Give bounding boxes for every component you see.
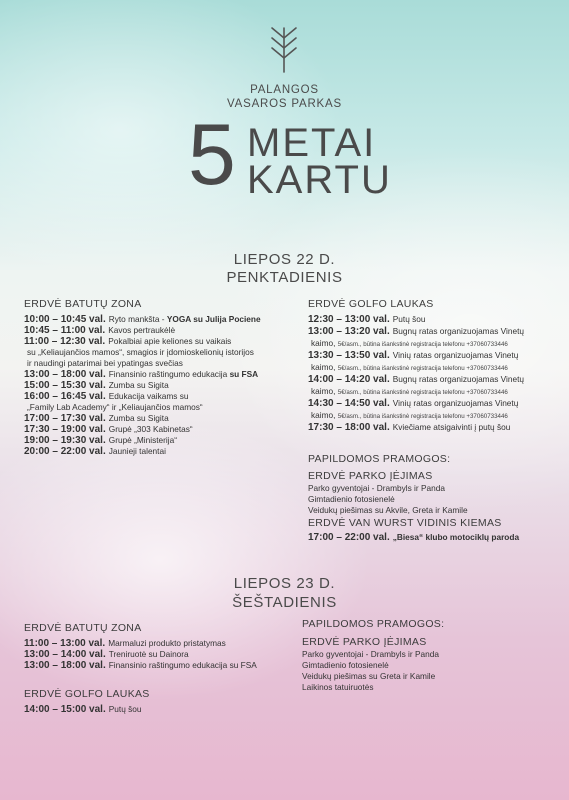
schedule-row — [308, 350, 563, 362]
entertainment-item: Veidukų piešimas su Akvile, Greta ir Kamile — [308, 505, 468, 515]
entertainment-item: Parko gyventojai - Drambyls ir Panda — [302, 649, 439, 659]
schedule-time: 13:00 – 18:00 val. — [24, 369, 106, 380]
schedule-time: 17:00 – 17:30 val. — [24, 413, 106, 424]
schedule-text: ir naudingi patarimai bei ypatingas svečias — [27, 358, 183, 368]
schedule-row — [24, 358, 289, 369]
day2-left-schedule1 — [24, 638, 294, 671]
schedule-text: Finansinio raštingumo edukacija — [108, 369, 228, 379]
schedule-row — [308, 338, 563, 350]
schedule-row — [24, 649, 294, 660]
day1-entrance-list — [308, 483, 468, 516]
schedule-text: Finansinio raštingumo edukacija su FSA — [108, 660, 257, 670]
schedule-time: 13:00 – 18:00 val. — [24, 660, 106, 671]
schedule-text: Putų šou — [108, 704, 142, 714]
schedule-text: Edukacija vaikams su — [108, 391, 189, 401]
schedule-text: Zumba su Sigita — [108, 413, 169, 423]
day1-yard-zone: ERDVĖ VAN WURST VIDINIS KIEMAS — [308, 517, 502, 529]
schedule-time: 14:00 – 15:00 val. — [24, 704, 106, 715]
day1-right-zone: ERDVĖ GOLFO LAUKAS — [308, 298, 434, 310]
big-number: 5 — [188, 107, 236, 203]
schedule-extra: su FSA — [227, 369, 259, 379]
schedule-time: 14:30 – 14:50 val. — [308, 398, 390, 409]
schedule-time: 19:00 – 19:30 val. — [24, 435, 106, 446]
entertainment-item: Laikinos tatuiruotės — [302, 682, 374, 692]
schedule-text: Ryto mankšta - — [108, 314, 167, 324]
schedule-time: 10:45 – 11:00 val. — [24, 325, 106, 336]
schedule-time: 20:00 – 22:00 val. — [24, 446, 106, 457]
schedule-row — [24, 446, 289, 457]
schedule-text: Putų šou — [392, 314, 426, 324]
schedule-text: Pokalbiai apie keliones su vaikais — [108, 336, 232, 346]
schedule-text: Zumba su Sigita — [108, 380, 169, 390]
schedule-text: su „Keliaujančios mamos“, smagios ir įdomioskelionių istorijos — [27, 347, 254, 357]
tree-logo-icon — [264, 24, 304, 74]
schedule-row — [24, 314, 289, 325]
schedule-row — [308, 422, 563, 434]
schedule-time: 14:00 – 14:20 val. — [308, 374, 390, 385]
schedule-time: 17:30 – 18:00 val. — [308, 422, 390, 433]
schedule-row — [308, 326, 563, 338]
day1-yard-row — [308, 532, 519, 543]
schedule-row — [24, 369, 289, 380]
title-word-metai: METAI — [247, 121, 377, 165]
schedule-row — [24, 402, 289, 413]
yard-text: „Biesa“ klubo motociklų paroda — [392, 532, 520, 542]
entertainment-item: Parko gyventojai - Drambyls ir Panda — [308, 483, 445, 493]
schedule-extra: YOGA su Julija Pociene — [166, 314, 261, 324]
schedule-row — [24, 424, 289, 435]
schedule-time: 11:00 – 13:00 val. — [24, 638, 106, 649]
schedule-time: 12:30 – 13:00 val. — [308, 314, 390, 325]
schedule-row — [308, 362, 563, 374]
schedule-row — [24, 380, 289, 391]
schedule-text: „Family Lab Academy“ ir „Keliaujančios mamos“ — [27, 402, 203, 412]
schedule-text: Bugnų ratas organizuojamas Vinetų — [392, 374, 525, 384]
day1-left-zone: ERDVĖ BATUTŲ ZONA — [24, 298, 142, 310]
day2-entrance-zone: ERDVĖ PARKO ĮĖJIMAS — [302, 636, 427, 648]
schedule-row — [24, 347, 289, 358]
yard-time: 17:00 – 22:00 val. — [308, 532, 390, 543]
schedule-time: 10:00 – 10:45 val. — [24, 314, 106, 325]
schedule-row — [24, 413, 289, 424]
schedule-extra: 5€/asm., būtina išankstinė registracija telefonu +37060733446 — [337, 413, 508, 420]
schedule-text: kaimo, — [311, 362, 338, 372]
schedule-row — [308, 410, 563, 422]
schedule-text: Kviečiame atsigaivinti į putų šou — [392, 422, 511, 432]
day1-date: LIEPOS 22 D. — [233, 251, 336, 268]
day2-entrance-list — [302, 649, 439, 693]
schedule-text: Marmaluzi produkto pristatymas — [108, 638, 226, 648]
entertainment-item: Gimtadienio fotosienelė — [308, 494, 395, 504]
entertainment-item: Gimtadienio fotosienelė — [302, 660, 389, 670]
schedule-row — [308, 386, 563, 398]
schedule-extra: 5€/asm., būtina išankstinė registracija telefonu +37060733446 — [337, 341, 508, 348]
schedule-time: 11:00 – 12:30 val. — [24, 336, 106, 347]
schedule-text: Jaunieji talentai — [108, 446, 166, 456]
schedule-text: kaimo, — [311, 338, 338, 348]
schedule-row — [308, 374, 563, 386]
schedule-text: Vinių ratas organizuojamas Vinetų — [392, 350, 519, 360]
day2-left-zone1: ERDVĖ BATUTŲ ZONA — [24, 622, 142, 634]
schedule-row — [24, 704, 294, 715]
schedule-time: 17:30 – 19:00 val. — [24, 424, 106, 435]
schedule-text: Treniruotė su Dainora — [108, 649, 189, 659]
schedule-time: 13:30 – 13:50 val. — [308, 350, 390, 361]
schedule-extra: 5€/asm., būtina išankstinė registracija telefonu +37060733446 — [337, 365, 508, 372]
brand-line-2: VASAROS PARKAS — [227, 98, 342, 110]
schedule-extra: 5€/asm., būtina išankstinė registracija telefonu +37060733446 — [337, 389, 508, 396]
schedule-text: Bugnų ratas organizuojamas Vinetų — [392, 326, 525, 336]
schedule-text: kaimo, — [311, 410, 338, 420]
day1-weekday: PENKTADIENIS — [226, 269, 343, 286]
day2-left-schedule2 — [24, 704, 294, 715]
day2-weekday: ŠEŠTADIENIS — [232, 594, 337, 611]
title-word-kartu: KARTU — [247, 158, 392, 202]
schedule-row — [24, 660, 294, 671]
schedule-text: Kavos pertraukėlė — [108, 325, 176, 335]
brand-line-1: PALANGOS — [250, 84, 319, 96]
day1-right-schedule — [308, 314, 563, 434]
schedule-row — [24, 336, 289, 347]
schedule-row — [24, 638, 294, 649]
schedule-time: 15:00 – 15:30 val. — [24, 380, 106, 391]
day1-extra-title: PAPILDOMOS PRAMOGOS: — [308, 453, 451, 465]
day1-entrance-zone: ERDVĖ PARKO ĮĖJIMAS — [308, 470, 433, 482]
entertainment-item: Veidukų piešimas su Greta ir Kamile — [302, 671, 436, 681]
schedule-time: 13:00 – 13:20 val. — [308, 326, 390, 337]
schedule-time: 13:00 – 14:00 val. — [24, 649, 106, 660]
schedule-row — [24, 391, 289, 402]
schedule-row — [24, 325, 289, 336]
day1-left-schedule — [24, 314, 289, 457]
schedule-row — [24, 435, 289, 446]
day2-date: LIEPOS 23 D. — [233, 575, 336, 592]
schedule-row — [308, 314, 563, 326]
day2-extra-title: PAPILDOMOS PRAMOGOS: — [302, 618, 445, 630]
schedule-text: Grupė „303 Kabinetas“ — [108, 424, 193, 434]
schedule-text: kaimo, — [311, 386, 338, 396]
schedule-row — [308, 398, 563, 410]
schedule-text: Grupė „Ministerija“ — [108, 435, 177, 445]
schedule-time: 16:00 – 16:45 val. — [24, 391, 106, 402]
day2-left-zone2: ERDVĖ GOLFO LAUKAS — [24, 688, 150, 700]
schedule-text: Vinių ratas organizuojamas Vinetų — [392, 398, 519, 408]
